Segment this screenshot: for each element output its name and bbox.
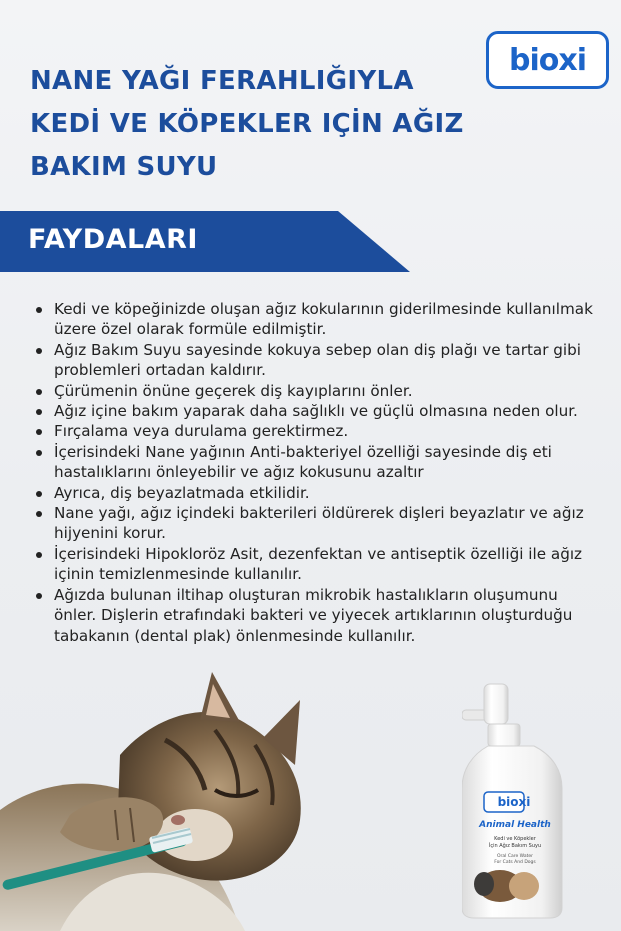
list-item: Ağız Bakım Suyu sayesinde kokuya sebep olan diş plağı ve tartar gibi problemleri ortadan kaldırır. xyxy=(36,340,596,381)
list-item: Fırçalama veya durulama gerektirmez. xyxy=(36,421,596,441)
bottle-label: bioxi xyxy=(497,795,531,809)
page-title xyxy=(30,60,480,189)
section-title: FAYDALARI xyxy=(28,224,198,255)
bottle-line: Animal Health xyxy=(479,820,551,830)
bottle-name-1: Kedi ve Köpekler xyxy=(494,836,536,842)
bottle-sub-1: Oral Care Water xyxy=(497,854,533,859)
brand-logo-text: bioxi xyxy=(508,42,586,78)
benefits-list xyxy=(36,299,596,646)
title-line-1: NANE YAĞI FERAHLIĞIYLA xyxy=(30,66,414,96)
title-line-2: KEDİ VE KÖPEKLER IÇİN AĞIZ xyxy=(30,109,464,139)
list-item: İçerisindeki Nane yağının Anti-bakteriyel özelliği sayesinde diş eti hastalıklarını önleyebilir ve ağız kokusunu azaltır xyxy=(36,442,596,483)
bottle-name-2: İçin Ağız Bakım Suyu xyxy=(488,843,542,849)
brand-logo xyxy=(486,31,609,89)
title-line-3: BAKIM SUYU xyxy=(30,152,218,182)
bottle-sub-2: For Cats And Dogs xyxy=(494,860,536,865)
list-item: Ağızda bulunan iltihap oluşturan mikrobik hastalıkların oluşumunu önler. Dişlerin etrafındaki bakteri ve yiyecek artıklarının oluşturduğu tabakanın (dental plak) önlenmesinde kullanılır. xyxy=(36,585,596,646)
list-item: Nane yağı, ağız içindeki bakterileri öldürerek dişleri beyazlatır ve ağız hijyenini korur. xyxy=(36,503,596,544)
cat-photo xyxy=(0,660,360,931)
list-item: İçerisindeki Hipokloröz Asit, dezenfektan ve antiseptik özelliği ile ağız içinin temizlenmesinde kullanılır. xyxy=(36,544,596,585)
list-item: Çürümenin önüne geçerek diş kayıplarını önler. xyxy=(36,381,596,401)
section-banner xyxy=(0,211,410,272)
list-item: Ayrıca, diş beyazlatmada etkilidir. xyxy=(36,483,596,503)
list-item: Kedi ve köpeğinizde oluşan ağız kokularının giderilmesinde kullanılmak üzere özel olarak formüle edilmiştir. xyxy=(36,299,596,340)
list-item: Ağız içine bakım yaparak daha sağlıklı ve güçlü olmasına neden olur. xyxy=(36,401,596,421)
